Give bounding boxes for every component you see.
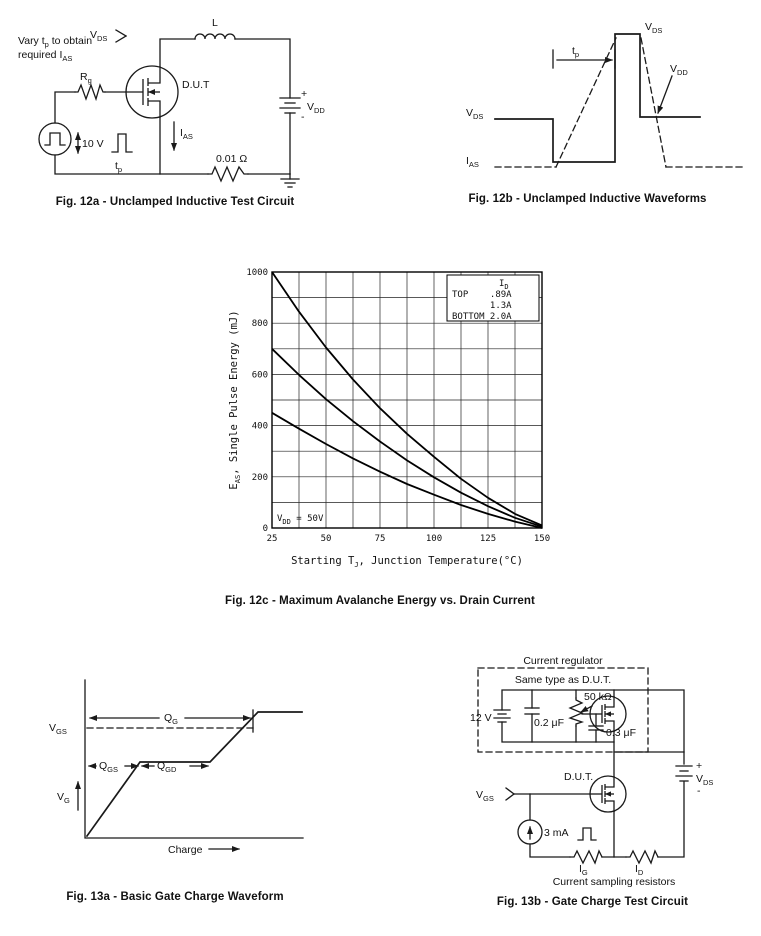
vdd-minus-label: -	[301, 111, 305, 123]
svg-text:400: 400	[251, 421, 268, 432]
fig12b-caption: Fig. 12b - Unclamped Inductive Waveforms	[468, 193, 707, 205]
vdd-battery-symbol	[280, 98, 300, 113]
sampling-resistors-label: Current sampling resistors	[552, 876, 676, 888]
same-type-label: Same type as D.U.T.	[514, 674, 612, 686]
rg-resistor-symbol	[75, 85, 105, 99]
svg-text:600: 600	[251, 370, 268, 381]
vdd-label: $V_{DD}$	[670, 63, 688, 77]
vgs-label: $V_{GS}$	[49, 722, 67, 736]
fig12c-caption: Fig. 12c - Maximum Avalanche Energy vs. Drain Current	[225, 595, 535, 607]
vgs-label: $V_{GS}$	[476, 789, 494, 803]
shunt-label: 0.01 Ω	[216, 153, 248, 165]
gate-voltage-curve	[87, 712, 302, 836]
pot-label: 50 kΩ	[584, 691, 612, 703]
ig-label: $I_G$	[579, 863, 588, 877]
tp-annotation	[553, 50, 615, 68]
svg-text:ID: $I_D$	[499, 279, 509, 291]
vds-label: $V_{DS}$	[696, 773, 714, 787]
chart-y-tick-labels	[246, 268, 268, 534]
id-resistor-symbol	[626, 851, 658, 863]
pot-symbol	[570, 698, 582, 726]
vdd-pointer-arrow	[658, 76, 672, 113]
fig13a-gate-charge-waveform	[35, 658, 325, 868]
cap1-symbol	[525, 708, 539, 714]
fig13b-gate-charge-test-circuit	[430, 652, 755, 894]
drive-pulse-symbol	[578, 828, 596, 840]
svg-text:1000: 1000	[246, 268, 268, 278]
dut-label: D.U.T.	[564, 771, 594, 783]
vg-label: $V_G$	[57, 791, 70, 805]
svg-text:TOP .89A: TOP .89A	[452, 290, 512, 300]
dut-mosfet-symbol	[590, 776, 626, 812]
vdd-plus-label: +	[301, 88, 308, 100]
fig12a-caption: Fig. 12a - Unclamped Inductive Test Circuit	[55, 196, 295, 208]
note-line1: Vary $t_p$ to obtain	[18, 35, 93, 49]
qg-label: $Q_G$	[164, 712, 179, 726]
svg-text:1.3A: 1.3A	[452, 301, 512, 311]
tp-label: $t_p$	[115, 160, 123, 174]
qgs-label: $Q_{GS}$	[99, 760, 119, 774]
ias-label: $I_{AS}$	[466, 155, 479, 169]
cap2-label: 0.3 μF	[606, 727, 636, 739]
amplitude-label: 10 V	[82, 138, 104, 150]
fig13a-caption: Fig. 13a - Basic Gate Charge Waveform	[66, 891, 284, 903]
ias-waveform	[495, 38, 745, 167]
fig13b-caption: Fig. 13b - Gate Charge Test Circuit	[496, 896, 689, 908]
fig12a-wiring	[55, 39, 290, 174]
chart-annotation: $V_{DD} = 50V$	[277, 514, 324, 526]
svg-text:800: 800	[251, 319, 268, 330]
cap1-label: 0.2 μF	[534, 717, 564, 729]
gate-pulse-symbol	[112, 134, 132, 152]
chart-y-axis-label: $E_{AS}$, Single Pulse Energy (mJ)	[228, 310, 242, 490]
svg-text:25: 25	[266, 534, 278, 544]
inductor-symbol	[195, 34, 235, 39]
tp-label: $t_p$	[572, 45, 580, 59]
supply-battery-symbol	[494, 710, 510, 722]
vds-plus-label: +	[696, 760, 703, 772]
vds-pointer-arrow	[116, 30, 126, 42]
svg-text:125: 125	[479, 534, 497, 544]
svg-text:200: 200	[251, 472, 268, 483]
vds-left-label: $V_{DS}$	[466, 107, 484, 121]
vds-minus-label: -	[697, 785, 701, 797]
chart-x-tick-labels	[267, 534, 551, 544]
vgs-pointer-arrow	[506, 788, 514, 800]
ias-label: $I_{AS}$	[180, 127, 193, 141]
id-label: $I_D$	[635, 863, 644, 877]
svg-text:50: 50	[320, 534, 332, 544]
vds-label: $V_{DS}$	[90, 29, 108, 43]
shunt-resistor-symbol	[208, 167, 248, 181]
rg-label: $R_g$	[80, 71, 92, 85]
fig12b-waveform-diagram	[420, 14, 755, 192]
supply-label: 12 V	[470, 712, 492, 724]
vds-battery-symbol	[676, 766, 692, 781]
isource-label: 3 mA	[544, 827, 569, 839]
dut-mosfet-symbol	[126, 66, 178, 118]
ground-symbol	[281, 174, 299, 187]
svg-text:100: 100	[425, 534, 443, 544]
svg-text:BOTTOM 2.0A: BOTTOM 2.0A	[452, 312, 512, 322]
vds-top-label: $V_{DS}$	[645, 21, 663, 35]
ig-resistor-symbol	[570, 851, 602, 863]
chart-legend	[447, 275, 539, 322]
avalanche-energy-chart	[224, 262, 554, 574]
svg-text:150: 150	[533, 534, 551, 544]
inductor-label: L	[212, 17, 218, 29]
chart-x-axis-label: Starting $T_J$, Junction Temperature(°C)	[291, 555, 523, 569]
current-source-symbol	[518, 820, 542, 844]
qgd-label: $Q_{GD}$	[157, 760, 177, 774]
charge-label: Charge	[168, 844, 203, 856]
svg-text:75: 75	[374, 534, 386, 544]
fig12a-test-circuit-diagram	[8, 14, 338, 194]
axes	[85, 680, 303, 838]
svg-text:0: 0	[262, 524, 268, 534]
dut-label: D.U.T	[182, 79, 210, 91]
note-line2: required $I_{AS}$	[18, 49, 73, 63]
current-regulator-label: Current regulator	[523, 655, 603, 667]
vds-waveform	[495, 34, 700, 162]
pulse-generator-symbol	[39, 123, 71, 155]
vdd-label: $V_{DD}$	[307, 101, 325, 115]
